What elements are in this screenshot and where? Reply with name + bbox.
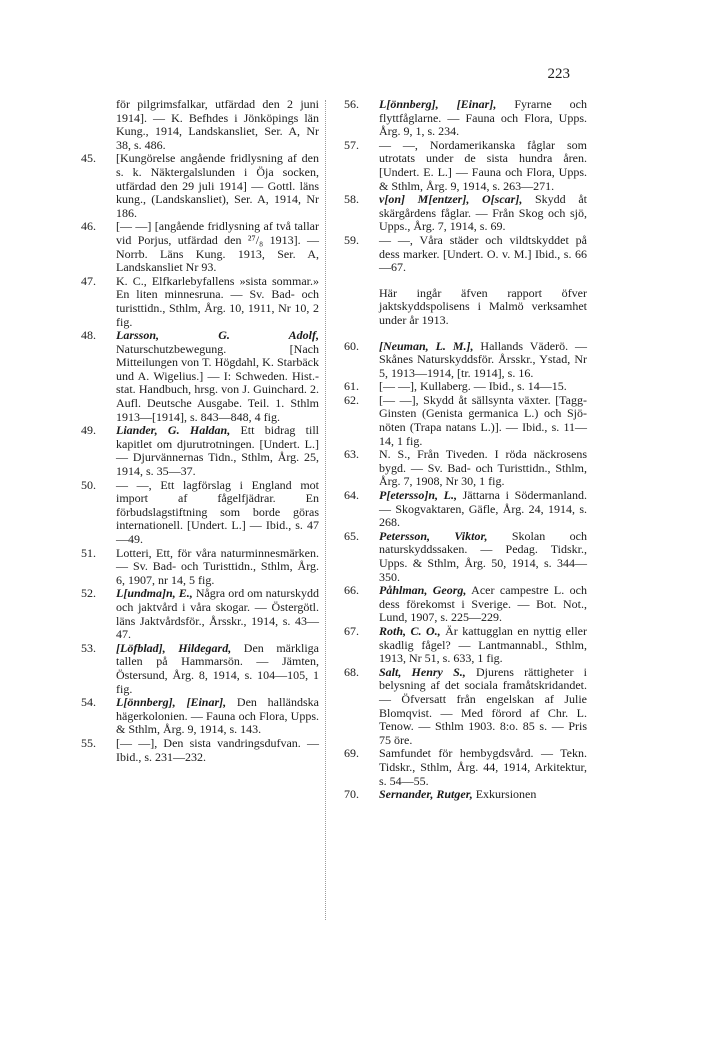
entry-text: Exkursionen bbox=[472, 787, 537, 802]
entry-number: 65. bbox=[344, 528, 359, 543]
entry-text: Den halländska hägerkolonien. — Fauna och Flora, Upps. & Sthlm, Årg. 9, 1914, s. 143. bbox=[116, 695, 319, 737]
bibliography-entry bbox=[337, 448, 587, 489]
bibliography-entry bbox=[74, 642, 319, 696]
entry-text: Är kattugglan en nyttig eller skadlig fågel? — Lantmannabl., Sthlm, 1913, Nr 51, s. 633, 1 fig. bbox=[379, 623, 587, 666]
entry-text: Djurens rättigheter i belysning af det sociala framåtskridandet. — Öfversatt från engelskan af Julie Blomqvist. — Med förord af Chr. L. Tenow. — Sthlm 1903. 8:o. 85 s. — Pris 75 öre. bbox=[379, 664, 587, 747]
entry-author: v[on] M[entzer], O[scar], bbox=[379, 192, 523, 207]
entry-text: [— —] [angående fridlysning af två tallar vid Porjus, utfärdad den ²⁷/₈ 1913]. — Norrb. Läns Kung. 1913, Ser. A, Landskansliet Nr 93. bbox=[116, 219, 319, 275]
bibliography-entry bbox=[74, 696, 319, 737]
entry-text: Några ord om naturskydd och jaktvård i våra skogar. — Östergötl. läns Jaktvårdsför., Årsskr., 1914, s. 43—47. bbox=[116, 586, 319, 642]
entry-text: Jättarna i Södermanland. — Skogvaktaren, Gäfle, Årg. 24, 1914, s. 268. bbox=[379, 488, 587, 530]
entry-number: 56. bbox=[344, 97, 359, 111]
entry-number: 64. bbox=[344, 488, 359, 503]
entry-text: Den märkliga tallen på Hammarsön. — Jämten, Östersund, Årg. 8, 1914, s. 104—105, 1 fig. bbox=[116, 640, 319, 696]
entry-text: Ett bidrag till kapitlet om djurutrotningen. [Undert. L.] — Djurvännernas Tidn., Sthlm, Årg. 25, 1914, s. 35—37. bbox=[116, 423, 319, 479]
bibliography-entry bbox=[74, 220, 319, 274]
entry-text: Här ingår äfven rapport öfver jaktskyddspolisens i Malmö verksamhet under år 1913. bbox=[379, 285, 587, 327]
bibliography-entry bbox=[337, 747, 587, 788]
entry-text: för pilgrimsfalkar, utfärdad den 2 juni 1914]. — K. Befhdes i Jönköpings län Kung., 1914, Landskansliet, Ser. A, Nr 38, s. 486. bbox=[116, 97, 319, 152]
entry-author: Sernander, Rutger, bbox=[379, 787, 473, 802]
entry-text: Naturschutzbewegung. [Nach Mitteilungen von T. Högdahl, K. Starbäck und A. Wigelius.] — I: Schweden. Hist.-stat. Handbuch, hrsg. von J. Guinchard. 2. Aufl. Deutsche Ausgabe. Teil. 1. Sthlm 1913—[1914], s. 843—848, 4 fig. bbox=[116, 341, 319, 424]
entry-number: 50. bbox=[81, 477, 96, 492]
entry-author: P[etersso]n, L., bbox=[379, 488, 457, 503]
entry-text: — —, Våra städer och vildtskyddet på dess marker. [Undert. O. v. M.] Ibid., s. 66—67. bbox=[379, 232, 587, 275]
entry-text: [— —], Den sista vandringsdufvan. — Ibid., s. 231—232. bbox=[116, 735, 319, 764]
bibliography-entry bbox=[337, 98, 587, 139]
bibliography-entry bbox=[74, 587, 319, 641]
bibliography-entry bbox=[337, 788, 587, 802]
bibliography-entry bbox=[74, 737, 319, 764]
entry-number: 69. bbox=[344, 746, 359, 761]
column-divider bbox=[325, 100, 327, 920]
entry-text: — —, Ett lagförslag i England mot import af fågelfjädrar. En förbudslagstiftning som borde göras internationell. [Undert. L.] — Ibid., s. 47—49. bbox=[116, 477, 319, 546]
bibliography-entry bbox=[74, 98, 319, 152]
bibliography-entry bbox=[337, 340, 587, 381]
entry-number: 61. bbox=[344, 379, 359, 394]
entry-number: 57. bbox=[344, 137, 359, 152]
bibliography-entry bbox=[337, 380, 587, 394]
bibliography-entry bbox=[337, 234, 587, 275]
entry-text: [Kungörelse angående fridlysning af den s. k. Näktergalslunden i Öja socken, utfärdad den 29 juli 1914] — Gottl. läns kung., (Landskansliet), Ser. A, 1914, Nr 186. bbox=[116, 151, 319, 220]
entry-text: K. C., Elfkarlebyfallens »sista sommar.» En liten minnesruna. — Sv. Bad- och turisttidn., Sthlm, Årg. 10, 1911, Nr 10, 2 fig. bbox=[116, 273, 319, 329]
entry-author: [Löfblad], Hildegard, bbox=[116, 640, 232, 655]
bibliography-entry bbox=[337, 193, 587, 234]
bibliography-entry bbox=[74, 424, 319, 478]
entry-number: 60. bbox=[344, 338, 359, 353]
entry-number: 52. bbox=[81, 586, 96, 601]
entry-text: Fyrarne och flyttfåglarne. — Fauna och Flora, Upps. Årg. 9, 1, s. 234. bbox=[379, 97, 587, 139]
left-column bbox=[74, 98, 319, 764]
bibliography-entry bbox=[337, 489, 587, 530]
entry-number: 67. bbox=[344, 623, 359, 638]
entry-number: 49. bbox=[81, 423, 96, 438]
entry-text: Samfundet för hembygdsvård. — Tekn. Tidskr., Sthlm, Årg. 44, 1914, Arkitektur, s. 54—55. bbox=[379, 746, 587, 788]
entry-number: 55. bbox=[81, 735, 96, 750]
bibliography-entry bbox=[337, 394, 587, 448]
entry-number: 45. bbox=[81, 151, 96, 166]
entry-number: 53. bbox=[81, 640, 96, 655]
entry-text: — —, Nordamerikanska fåglar som utrotats under de sista hundra åren. [Undert. E. L.] — Fauna och Flora, Upps. & Sthlm, Årg. 9, 1914, s. 263—271. bbox=[379, 137, 587, 193]
entry-number: 58. bbox=[344, 192, 359, 207]
entry-author: Salt, Henry S., bbox=[379, 664, 466, 679]
entry-author: L[önnberg], [Einar], bbox=[116, 695, 227, 710]
entry-text: Hallands Väderö. — Skånes Naturskyddsför. Årsskr., Ystad, Nr 5, 1913—1914, [tr. 1914], s. 16. bbox=[379, 338, 587, 380]
entry-text: Acer campestre L. och dess förekomst i Sverige. — Bot. Not., Lund, 1907, s. 225—229. bbox=[379, 583, 587, 625]
entry-note bbox=[337, 287, 587, 328]
entry-author: Roth, C. O., bbox=[379, 623, 441, 638]
entry-number: 62. bbox=[344, 392, 359, 407]
bibliography-entry bbox=[337, 530, 587, 584]
page-number: 223 bbox=[547, 66, 570, 82]
entry-author: Liander, G. Haldan, bbox=[116, 423, 231, 438]
entry-number: 66. bbox=[344, 583, 359, 598]
bibliography-entry bbox=[74, 152, 319, 220]
entry-number: 59. bbox=[344, 232, 359, 247]
entry-text: N. S., Från Tiveden. I röda näckrosens bygd. — Sv. Bad- och Turisttidn., Sthlm, Årg. 7, 1908, Nr 30, 1 fig. bbox=[379, 447, 587, 489]
entry-number: 47. bbox=[81, 273, 96, 288]
entry-number: 54. bbox=[81, 695, 96, 710]
bibliography-entry bbox=[337, 625, 587, 666]
bibliography-entry bbox=[337, 666, 587, 748]
entry-number: 51. bbox=[81, 545, 96, 560]
entry-author: [Neuman, L. M.], bbox=[379, 338, 474, 353]
entry-number: 46. bbox=[81, 219, 96, 234]
entry-text: Skydd åt skärgårdens fåglar. — Från Skog och sjö, Upps., Årg. 7, 1914, s. 69. bbox=[379, 192, 587, 234]
entry-author: Petersson, Viktor, bbox=[379, 528, 488, 543]
entry-author: L[undma]n, E., bbox=[116, 586, 193, 601]
entry-text: Skolan och naturskyddssaken. — Pedag. Tidskr., Upps. & Sthlm, Årg. 50, 1914, s. 344—350. bbox=[379, 528, 587, 584]
bibliography-entry bbox=[74, 329, 319, 424]
entry-number: 48. bbox=[81, 328, 96, 343]
entry-text: [— —], Kullaberg. — Ibid., s. 14—15. bbox=[379, 379, 567, 394]
entry-author: Larsson, G. Adolf, bbox=[116, 328, 319, 343]
bibliography-entry bbox=[337, 139, 587, 193]
bibliography-entry bbox=[337, 584, 587, 625]
entry-number: 68. bbox=[344, 664, 359, 679]
bibliography-entry bbox=[74, 275, 319, 329]
bibliography-entry bbox=[74, 479, 319, 547]
entry-text: Lotteri, Ett, för våra naturminnesmärken. — Sv. Bad- och Turisttidn., Sthlm, Årg. 6, 1907, nr 14, 5 fig. bbox=[116, 545, 319, 587]
entry-number: 63. bbox=[344, 447, 359, 462]
bibliography-entry bbox=[74, 547, 319, 588]
entry-author: Påhlman, Georg, bbox=[379, 583, 467, 598]
entry-author: L[önnberg], [Einar], bbox=[379, 97, 497, 111]
right-column bbox=[337, 98, 587, 802]
entry-text: [— —], Skydd åt sällsynta växter. [Tagg-Ginsten (Genista germanica L.) och Sjö-nöten (Trapa natans L.)]. — Ibid., s. 11—14, 1 fig. bbox=[379, 392, 587, 448]
entry-number: 70. bbox=[344, 787, 359, 802]
